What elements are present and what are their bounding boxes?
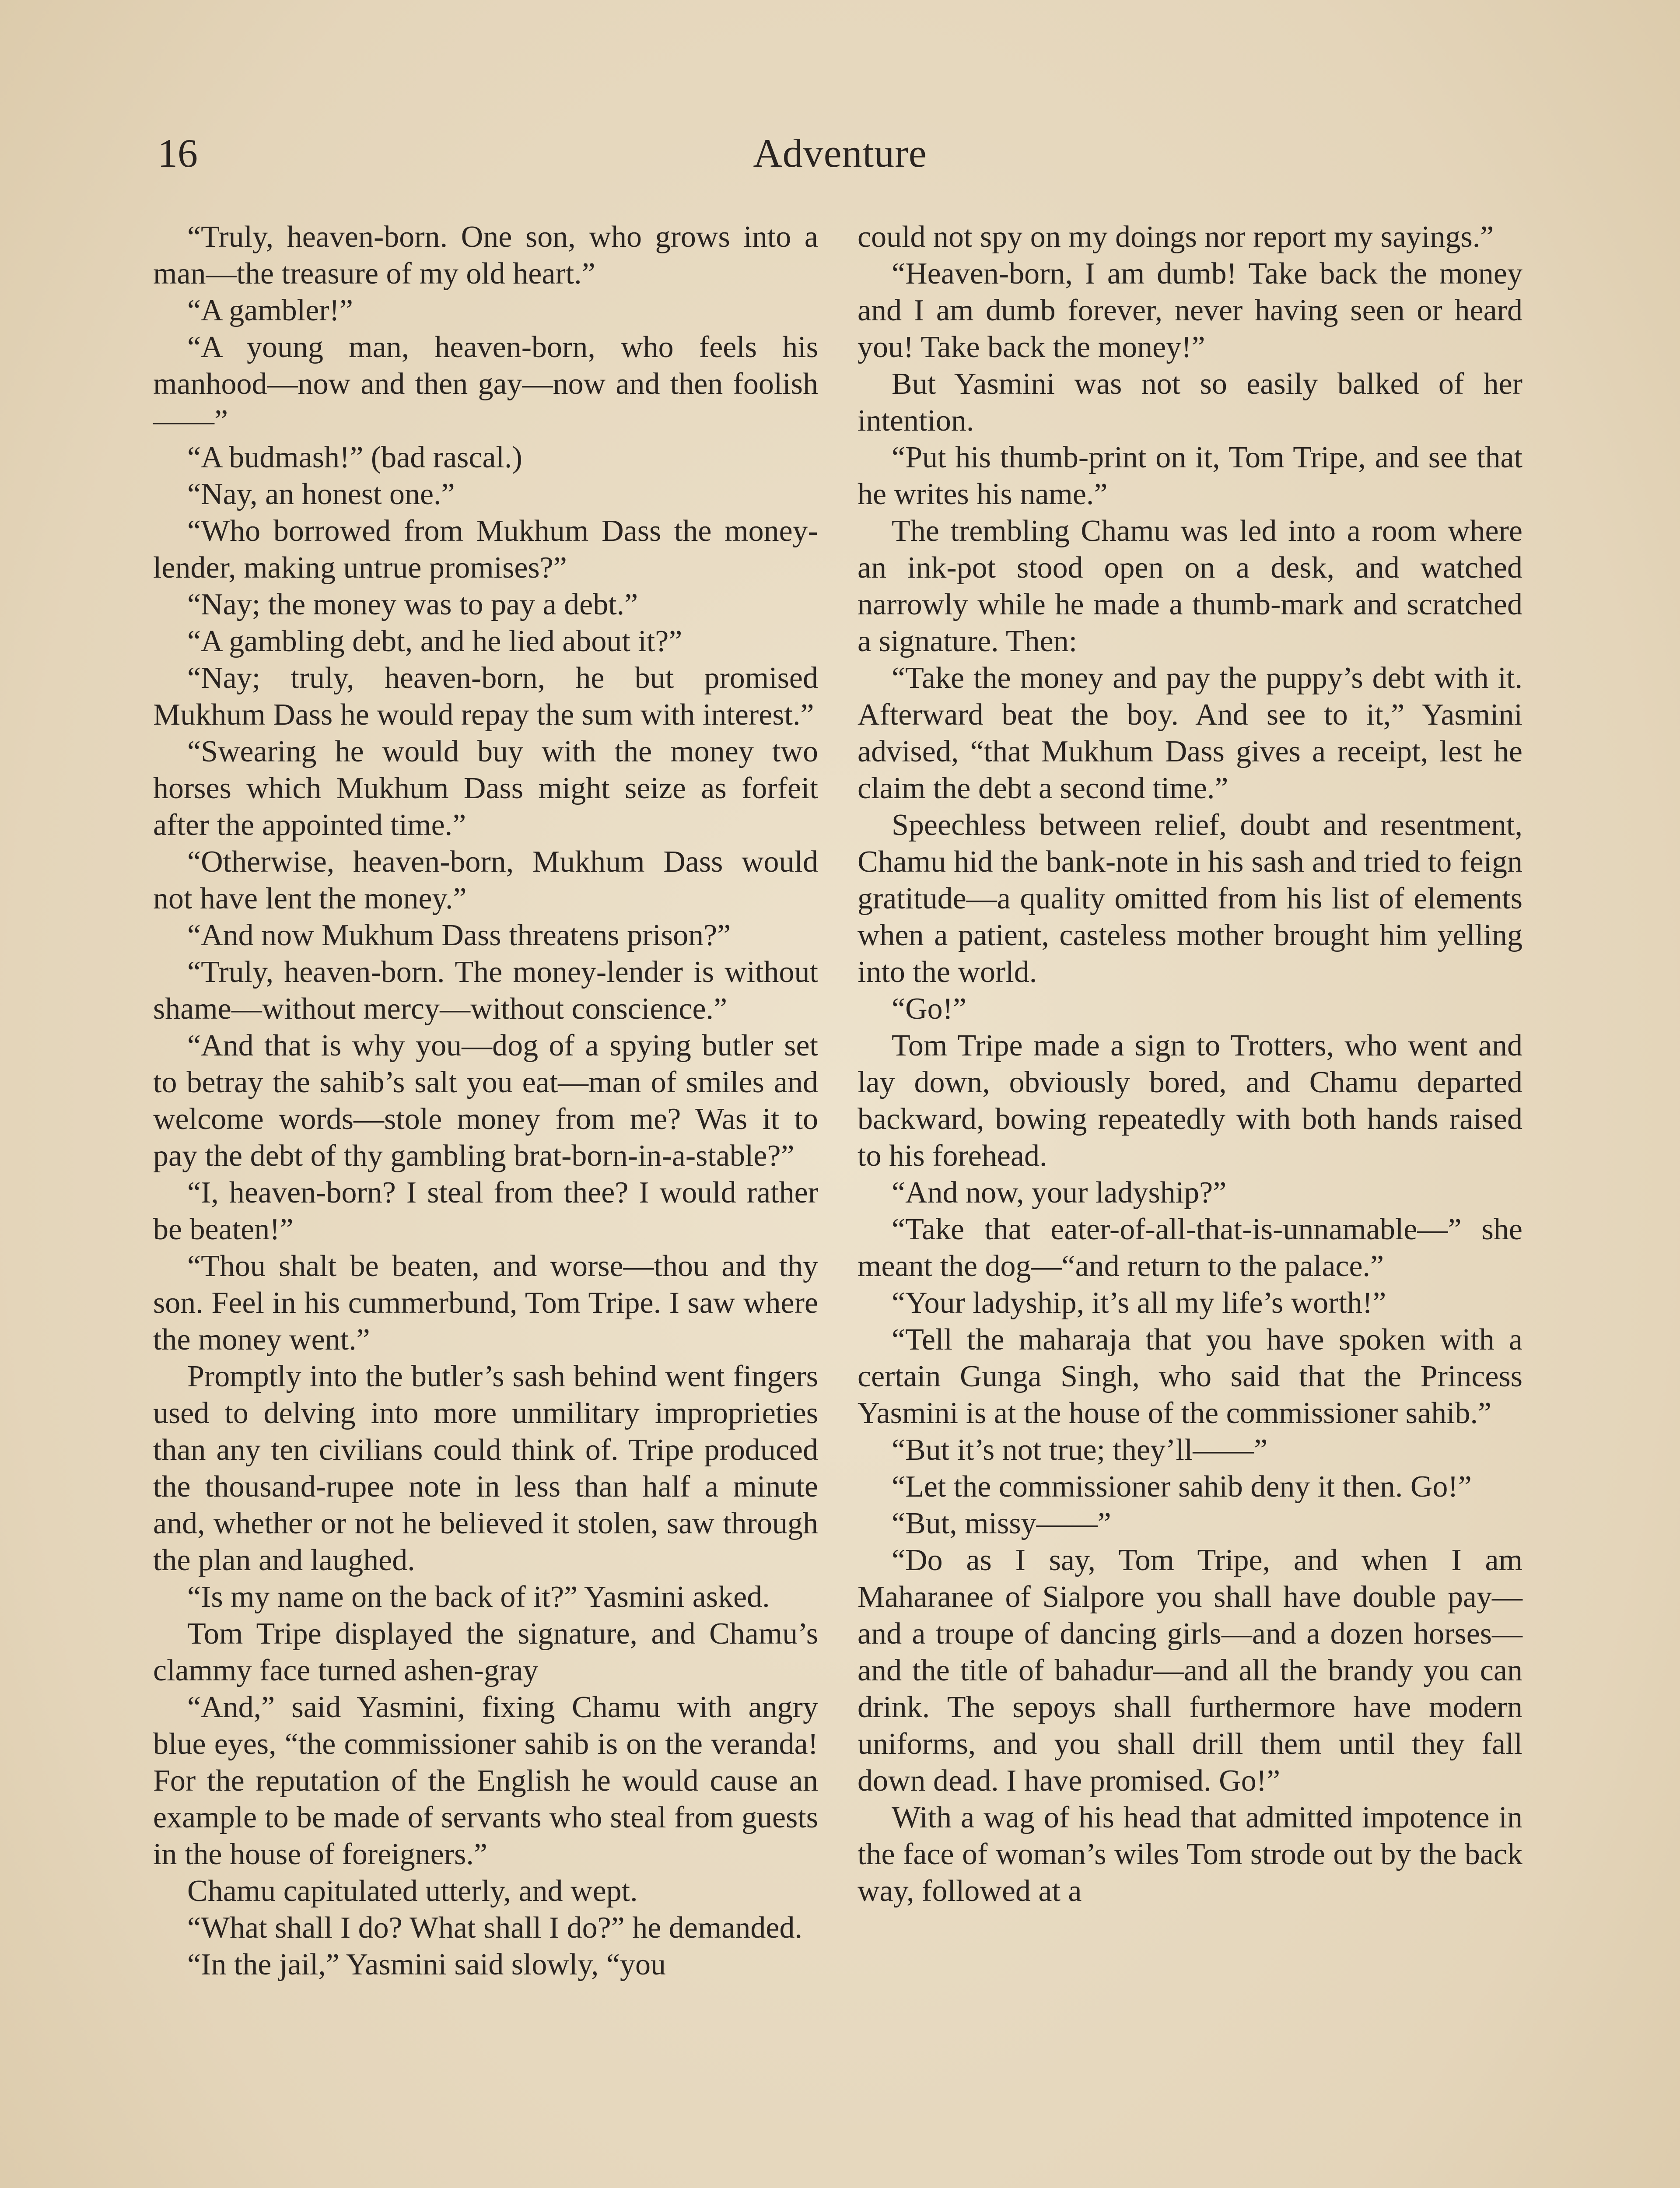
- paragraph: “Go!”: [892, 992, 967, 1026]
- paragraph: “Who borrowed from Mukhum Dass the money-lender, making untrue promises?”: [153, 514, 818, 585]
- paragraph: “Otherwise, heaven-born, Mukhum Dass would not have lent the money.”: [153, 845, 818, 915]
- paragraph: “And now, your ladyship?”: [892, 1176, 1227, 1210]
- paragraph: Tom Tripe made a sign to Trotters, who went and lay down, obviously bored, and Chamu departed backward, bowing repeatedly with both hands raised to his forehead.: [858, 1029, 1522, 1173]
- paragraph: “Take that eater-of-all-that-is-unnamable—” she meant the dog—“and return to the palace.”: [858, 1213, 1522, 1283]
- paragraph: “In the jail,” Yasmini said slowly, “you: [187, 1948, 666, 1981]
- paragraph: “What shall I do? What shall I do?” he demanded.: [187, 1911, 802, 1945]
- paragraph: “Take the money and pay the puppy’s debt with it. Afterward beat the boy. And see to it,” Yasmini advised, “that Mukhum Dass gives a receipt, lest he claim the debt a second time.”: [858, 661, 1522, 805]
- paragraph: Chamu capitulated utterly, and wept.: [187, 1874, 638, 1908]
- paragraph: “Nay; truly, heaven-born, he but promised Mukhum Dass he would repay the sum with interest.”: [153, 661, 818, 732]
- paragraph: “Nay; the money was to pay a debt.”: [187, 588, 638, 621]
- paragraph: “Do as I say, Tom Tripe, and when I am Maharanee of Sialpore you shall have double pay—and a troupe of dancing girls—and a dozen horses—and the title of bahadur—and all the brandy you can drink. The sepoys shall furthermore have modern uniforms, and you shall drill them until they fall down dead. I have promised. Go!”: [858, 1543, 1522, 1798]
- left-column: [153, 219, 818, 1983]
- paragraph: “Thou shalt be beaten, and worse—thou and thy son. Feel in his cummerbund, Tom Tripe. I saw where the money went.”: [153, 1249, 818, 1357]
- paragraph: “But it’s not true; they’ll——”: [892, 1433, 1268, 1467]
- paragraph: With a wag of his head that admitted impotence in the face of woman’s wiles Tom strode out by the back way, followed at a: [858, 1801, 1522, 1908]
- paragraph: The trembling Chamu was led into a room where an ink-pot stood open on a desk, and watched narrowly while he made a thumb-mark and scratched a signature. Then:: [858, 514, 1522, 658]
- paragraph: “A young man, heaven-born, who feels his manhood—now and then gay—now and then foolish——”: [153, 330, 818, 438]
- right-column: [858, 219, 1522, 1910]
- paragraph: “Swearing he would buy with the money two horses which Mukhum Dass might seize as forfeit after the appointed time.”: [153, 735, 818, 842]
- paragraph: “Is my name on the back of it?” Yasmini asked.: [187, 1580, 770, 1614]
- paragraph: “And that is why you—dog of a spying butler set to betray the sahib’s salt you eat—man of smiles and welcome words—stole money from me? Was it to pay the debt of thy gambling brat-born-in-a-stable?”: [153, 1029, 818, 1173]
- page-number: 16: [158, 131, 198, 175]
- paragraph: “Tell the maharaja that you have spoken with a certain Gunga Singh, who said that the Princess Yasmini is at the house of the commissioner sahib.”: [858, 1323, 1522, 1430]
- paragraph: “A gambler!”: [187, 294, 353, 327]
- paragraph: “A budmash!” (bad rascal.): [187, 441, 522, 474]
- paragraph: “Truly, heaven-born. The money-lender is without shame—without mercy—without conscience.”: [153, 955, 818, 1026]
- paragraph: Promptly into the butler’s sash behind went fingers used to delving into more unmilitary improprieties than any ten civilians could think of. Tripe produced the thousand-rupee note in less than half a minute and, whether or not he believed it stolen, saw through the plan and laughed.: [153, 1360, 818, 1577]
- paragraph: “And,” said Yasmini, fixing Chamu with angry blue eyes, “the commissioner sahib is on the veranda! For the reputation of the English he would cause an example to be made of servants who steal from guests in the house of foreigners.”: [153, 1690, 818, 1871]
- paragraph: Tom Tripe displayed the signature, and Chamu’s clammy face turned ashen-gray: [153, 1617, 818, 1687]
- paragraph: “Truly, heaven-born. One son, who grows into a man—the treasure of my old heart.”: [153, 220, 818, 291]
- page-header: [149, 127, 1531, 193]
- paragraph: “Put his thumb-print on it, Tom Tripe, and see that he writes his name.”: [858, 441, 1522, 511]
- paragraph: “And now Mukhum Dass threatens prison?”: [187, 919, 731, 952]
- paragraph: “Your ladyship, it’s all my life’s worth!”: [892, 1286, 1386, 1320]
- paragraph: “Heaven-born, I am dumb! Take back the money and I am dumb forever, never having seen or heard you! Take back the money!”: [858, 257, 1522, 364]
- magazine-title: Adventure: [753, 131, 927, 175]
- paragraph: “Let the commissioner sahib deny it then. Go!”: [892, 1470, 1472, 1504]
- paragraph: “I, heaven-born? I steal from thee? I would rather be beaten!”: [153, 1176, 818, 1246]
- paragraph: But Yasmini was not so easily balked of her intention.: [858, 367, 1522, 438]
- paragraph: “Nay, an honest one.”: [187, 477, 455, 511]
- paragraph: Speechless between relief, doubt and resentment, Chamu hid the bank-note in his sash and tried to feign gratitude—a quality omitted from his list of elements when a patient, casteless mother brought him yelling into the world.: [858, 808, 1522, 989]
- paragraph-continued: could not spy on my doings nor report my sayings.”: [858, 220, 1494, 254]
- paragraph: “But, missy——”: [892, 1507, 1111, 1540]
- paragraph: “A gambling debt, and he lied about it?”: [187, 624, 682, 658]
